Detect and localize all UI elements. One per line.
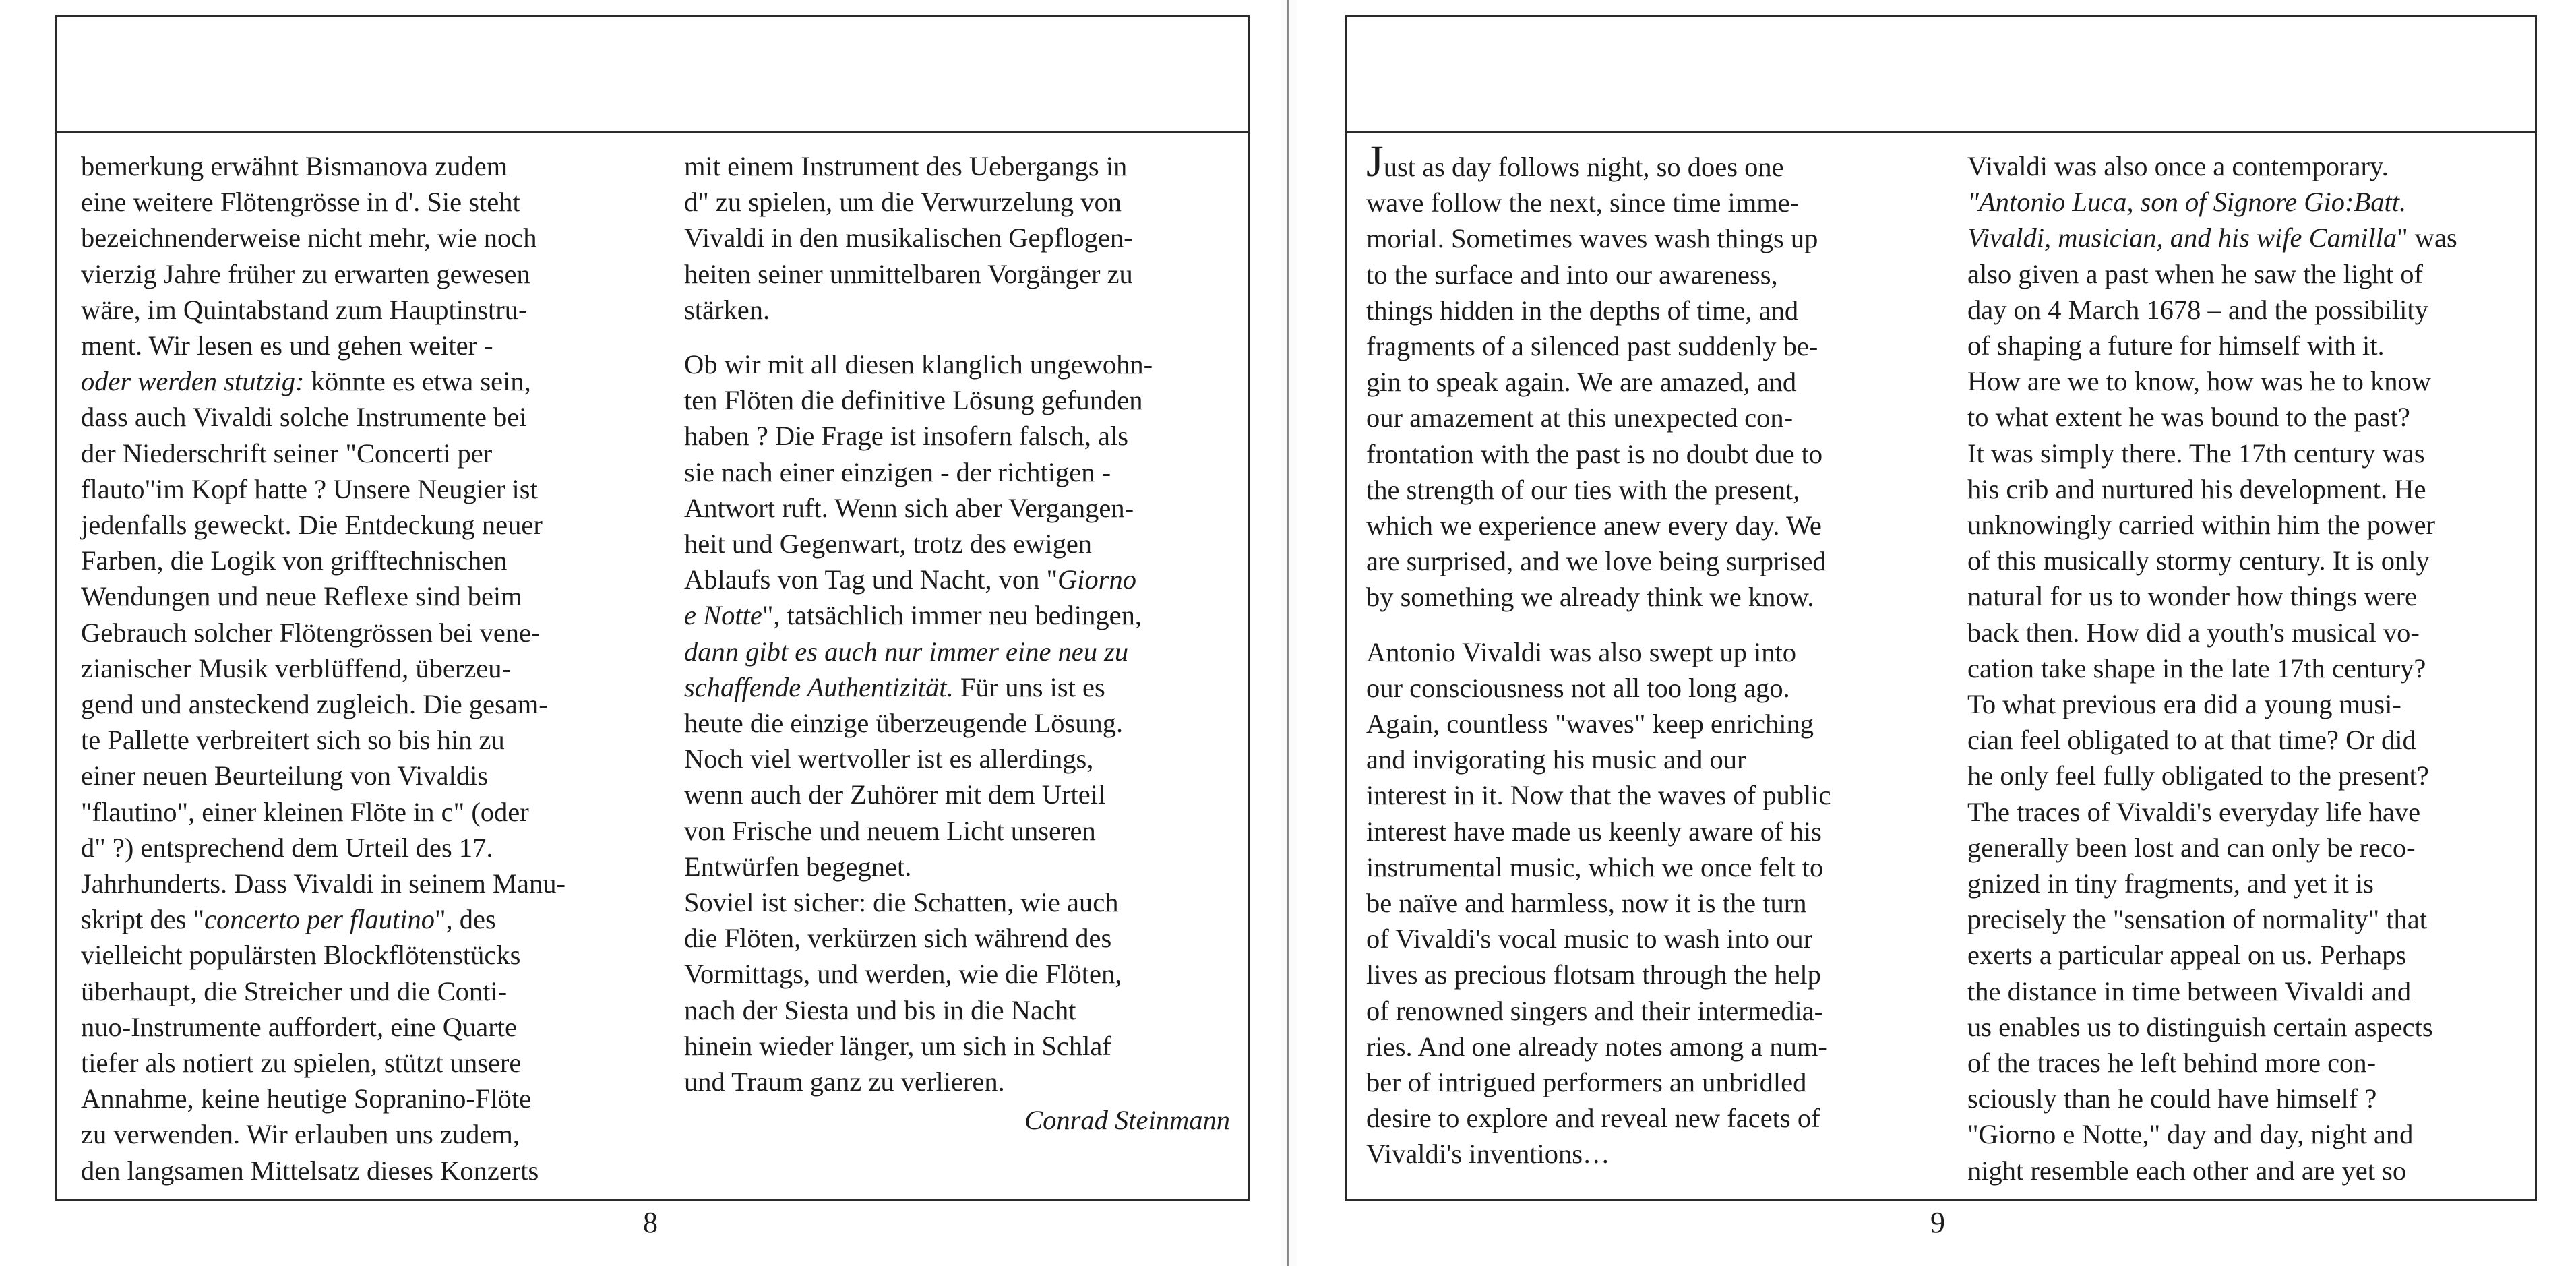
- text-line: der Niederschrift seiner "Concerti per: [81, 438, 493, 469]
- text-line: wenn auch der Zuhörer mit dem Urteil: [684, 779, 1106, 810]
- text-line: vierzig Jahre früher zu erwarten gewesen: [81, 258, 530, 289]
- text-line: Vormittags, und werden, wie die Flöten,: [684, 959, 1122, 990]
- text-line: te Pallette verbreitert sich so bis hin zu: [81, 725, 505, 756]
- text-line: fragments of a silenced past suddenly be-: [1366, 331, 1818, 362]
- text-line: Antonio Vivaldi was also swept up into: [1366, 636, 1797, 667]
- text-line: dann gibt es auch nur immer eine neu zu: [684, 636, 1129, 667]
- text-line: precisely the "sensation of normality" that: [1967, 904, 2428, 935]
- left-page-frame: [55, 15, 1250, 1201]
- right-page-9: [1297, 0, 2576, 1266]
- book-gutter: [1281, 0, 1297, 1266]
- text-line: [1967, 220, 2527, 255]
- text-line: interest have made us keenly aware of his: [1366, 816, 1822, 847]
- text-line: the distance in time between Vivaldi and: [1967, 975, 2412, 1006]
- text-line: ten Flöten die definitive Lösung gefunden: [684, 385, 1143, 416]
- text-line: Antwort ruft. Wenn sich aber Vergangen-: [684, 492, 1134, 523]
- text-line: den langsamen Mittelsatz dieses Konzerts: [81, 1155, 539, 1186]
- text-segment: " was: [2397, 222, 2457, 253]
- text-line: our amazement at this unexpected con-: [1366, 402, 1793, 433]
- text-line: "Antonio Luca, son of Signore Gio:Batt.: [1967, 187, 2407, 218]
- text-line: heit und Gegenwart, trotz des ewigen: [684, 529, 1093, 560]
- text-line: vielleicht populärsten Blockflötenstücks: [81, 940, 521, 971]
- text-line: to what extent he was bound to the past?: [1967, 402, 2410, 433]
- text-line: are surprised, and we love being surprised: [1366, 546, 1827, 577]
- text-line: things hidden in the depths of time, and: [1366, 295, 1799, 326]
- text-line: nuo-Instrumente auffordert, eine Quarte: [81, 1011, 517, 1042]
- text-line: gin to speak again. We are amazed, and: [1366, 367, 1797, 398]
- text-line: the strength of our ties with the present,: [1366, 474, 1800, 505]
- text-line: he only feel fully obligated to the present?: [1967, 760, 2429, 791]
- text-line: zu verwenden. Wir erlauben uns zudem,: [81, 1119, 520, 1150]
- page-number-8: 8: [643, 1206, 658, 1239]
- text-line: und Traum ganz zu verlieren.: [684, 1066, 1005, 1097]
- text-line: überhaupt, die Streicher und die Conti-: [81, 975, 508, 1006]
- text-line: [684, 562, 1230, 597]
- text-line: "flautino", einer kleinen Flöte in c" (oder: [81, 796, 529, 827]
- author-signature: Conrad Steinmann: [1024, 1105, 1230, 1136]
- text-line: mit einem Instrument des Uebergangs in: [684, 151, 1128, 181]
- text-line: Soviel ist sicher: die Schatten, wie auch: [684, 887, 1119, 918]
- text-line: desire to explore and reveal new facets of: [1366, 1103, 1820, 1134]
- text-line: cation take shape in the late 17th century?: [1967, 653, 2426, 684]
- text-line: Entwürfen begegnet.: [684, 851, 912, 882]
- text-line: of renowned singers and their intermedia-: [1366, 995, 1824, 1026]
- text-line: wäre, im Quintabstand zum Hauptinstru-: [81, 294, 528, 325]
- page-number-9: 9: [1930, 1206, 1945, 1239]
- right-header-box: [1347, 17, 2535, 133]
- text-line: stärken.: [684, 294, 770, 325]
- text-line: eine weitere Flötengrösse in d'. Sie steht: [81, 187, 520, 218]
- text-line: sciously than he could have himself ?: [1967, 1083, 2377, 1114]
- text-line: be naïve and harmless, now it is the turn: [1366, 888, 1807, 919]
- text-line: [684, 597, 1230, 633]
- text-line: Vivaldi was also once a contemporary.: [1967, 151, 2389, 181]
- text-line: generally been lost and can only be reco-: [1967, 832, 2416, 863]
- text-segment: Für uns ist es: [953, 671, 1105, 702]
- text-line: of Vivaldi's vocal music to wash into our: [1366, 924, 1813, 955]
- text-line: day on 4 March 1678 – and the possibility: [1967, 294, 2428, 325]
- left-column-2: [684, 148, 1230, 1138]
- text-line: nach der Siesta und bis in die Nacht: [684, 994, 1076, 1025]
- right-col2-text: [1967, 148, 2527, 1188]
- text-line: dass auch Vivaldi solche Instrumente bei: [81, 402, 527, 433]
- text-line: us enables us to distinguish certain aspects: [1967, 1011, 2433, 1042]
- right-column-1: [1366, 137, 1946, 1172]
- text-line: gnized in tiny fragments, and yet it is: [1967, 868, 2374, 899]
- text-line: exerts a particular appeal on us. Perhaps: [1967, 940, 2407, 971]
- text-line: his crib and nurtured his development. He: [1967, 473, 2426, 504]
- text-line: back then. How did a youth's musical vo-: [1967, 617, 2420, 648]
- text-line: The traces of Vivaldi's everyday life have: [1967, 796, 2421, 827]
- text-line: interest in it. Now that the waves of public: [1366, 780, 1831, 811]
- text-line: sie nach einer einzigen - der richtigen -: [684, 456, 1111, 487]
- text-segment: concerto per flautino: [204, 904, 435, 935]
- text-line: Vivaldi in den musikalischen Gepflogen-: [684, 222, 1133, 253]
- text-segment: oder werden stutzig:: [81, 366, 305, 397]
- text-line: ries. And one already notes among a num-: [1366, 1031, 1827, 1062]
- text-segment: Vivaldi, musician, and his wife Camilla: [1967, 222, 2397, 253]
- text-line: which we experience anew every day. We: [1366, 510, 1822, 541]
- text-line: cian feel obligated to at that time? Or did: [1967, 725, 2416, 756]
- text-line: ment. Wir lesen es und gehen weiter -: [81, 330, 493, 361]
- text-segment: e Notte: [684, 600, 762, 631]
- text-line: wave follow the next, since time imme-: [1366, 187, 1800, 218]
- text-line: morial. Sometimes waves wash things up: [1366, 223, 1818, 254]
- text-segment: ", tatsächlich immer neu bedingen,: [762, 600, 1142, 631]
- text-line: Ob wir mit all diesen klanglich ungewohn-: [684, 349, 1153, 380]
- text-line: our consciousness not all too long ago.: [1366, 672, 1790, 703]
- right-text-area: [1347, 133, 2535, 1199]
- text-line: and invigorating his music and our: [1366, 744, 1746, 775]
- text-segment: Giorno: [1057, 564, 1137, 595]
- text-line: It was simply there. The 17th century was: [1967, 438, 2425, 469]
- right-col1-paragraph-1: [1366, 137, 1946, 615]
- text-line: gend und ansteckend zugleich. Die gesam-: [81, 689, 548, 720]
- text-segment: Ablaufs von Tag und Nacht, von ": [684, 564, 1057, 595]
- left-header-box: [57, 17, 1248, 133]
- text-line: [684, 669, 1230, 705]
- text-line: Noch viel wertvoller ist es allerdings,: [684, 744, 1094, 775]
- left-col1-text: [81, 148, 654, 1188]
- gutter-fold-line: [1287, 0, 1289, 1266]
- text-line: von Frische und neuem Licht unseren: [684, 815, 1096, 846]
- text-line: [81, 901, 654, 937]
- left-column-1: [81, 148, 654, 1188]
- text-line: "Giorno e Notte," day and day, night and: [1967, 1119, 2414, 1150]
- text-line: of the traces he left behind more con-: [1967, 1048, 2376, 1079]
- text-line: [81, 363, 654, 399]
- text-segment: ", des: [434, 904, 496, 935]
- text-line: of shaping a future for himself with it.: [1967, 330, 2385, 361]
- text-line: hinein wieder länger, um sich in Schlaf: [684, 1030, 1111, 1061]
- text-line: bezeichnenderweise nicht mehr, wie noch: [81, 222, 537, 253]
- text-line: tiefer als notiert zu spielen, stützt unsere: [81, 1048, 522, 1079]
- text-line: haben ? Die Frage ist insofern falsch, als: [684, 421, 1129, 452]
- left-col2-paragraph-2: [684, 346, 1230, 1099]
- text-line: How are we to know, how was he to know: [1967, 366, 2431, 397]
- text-line: night resemble each other and are yet so: [1967, 1155, 2407, 1186]
- left-text-area: [57, 133, 1248, 1199]
- text-line: natural for us to wonder how things were: [1967, 581, 2417, 612]
- text-line: heiten seiner unmittelbaren Vorgänger zu: [684, 258, 1133, 289]
- text-line: to the surface and into our awareness,: [1366, 259, 1778, 290]
- text-line: jedenfalls geweckt. Die Entdeckung neuer: [81, 510, 543, 541]
- text-line: Wendungen und neue Reflexe sind beim: [81, 581, 522, 612]
- text-line: Annahme, keine heutige Sopranino-Flöte: [81, 1083, 532, 1114]
- text-line: lives as precious flotsam through the help: [1366, 959, 1821, 990]
- text-line: zianischer Musik verblüffend, überzeu-: [81, 653, 512, 684]
- text-line: d" ?) entsprechend dem Urteil des 17.: [81, 832, 493, 863]
- text-line: also given a past when he saw the light of: [1967, 258, 2423, 289]
- right-col1-paragraph-2: [1366, 634, 1946, 1172]
- text-line: flauto"im Kopf hatte ? Unsere Neugier ist: [81, 473, 538, 504]
- text-line: heute die einzige überzeugende Lösung.: [684, 708, 1124, 739]
- text-line: unknowingly carried within him the power: [1967, 510, 2435, 541]
- text-line: Just as day follows night, so does one: [1366, 137, 1784, 186]
- text-line: Farben, die Logik von grifftechnischen: [81, 545, 508, 576]
- right-column-2: [1967, 148, 2527, 1188]
- text-segment: skript des ": [81, 904, 205, 935]
- right-page-frame: [1345, 15, 2537, 1201]
- text-line: bemerkung erwähnt Bismanova zudem: [81, 151, 508, 181]
- text-line: frontation with the past is no doubt due to: [1366, 438, 1823, 469]
- text-line: Again, countless "waves" keep enriching: [1366, 709, 1814, 740]
- text-line: of this musically stormy century. It is only: [1967, 545, 2430, 576]
- text-line: by something we already think we know.: [1366, 582, 1814, 613]
- text-line: Jahrhunderts. Dass Vivaldi in seinem Manu-: [81, 868, 565, 899]
- text-line: instrumental music, which we once felt to: [1366, 851, 1824, 882]
- text-segment: schaffende Authentizität.: [684, 671, 954, 702]
- text-line: einer neuen Beurteilung von Vivaldis: [81, 760, 489, 791]
- text-segment: könnte es etwa sein,: [304, 366, 531, 397]
- text-line: d" zu spielen, um die Verwurzelung von: [684, 187, 1122, 218]
- text-line: To what previous era did a young musi-: [1967, 689, 2401, 720]
- text-line: Vivaldi's inventions…: [1366, 1139, 1610, 1170]
- text-line: Gebrauch solcher Flötengrössen bei vene-: [81, 617, 541, 648]
- text-line: die Flöten, verkürzen sich während des: [684, 923, 1112, 954]
- left-col2-paragraph-1: [684, 148, 1230, 328]
- text-line: ber of intrigued performers an unbridled: [1366, 1067, 1807, 1098]
- left-page-8: [0, 0, 1281, 1266]
